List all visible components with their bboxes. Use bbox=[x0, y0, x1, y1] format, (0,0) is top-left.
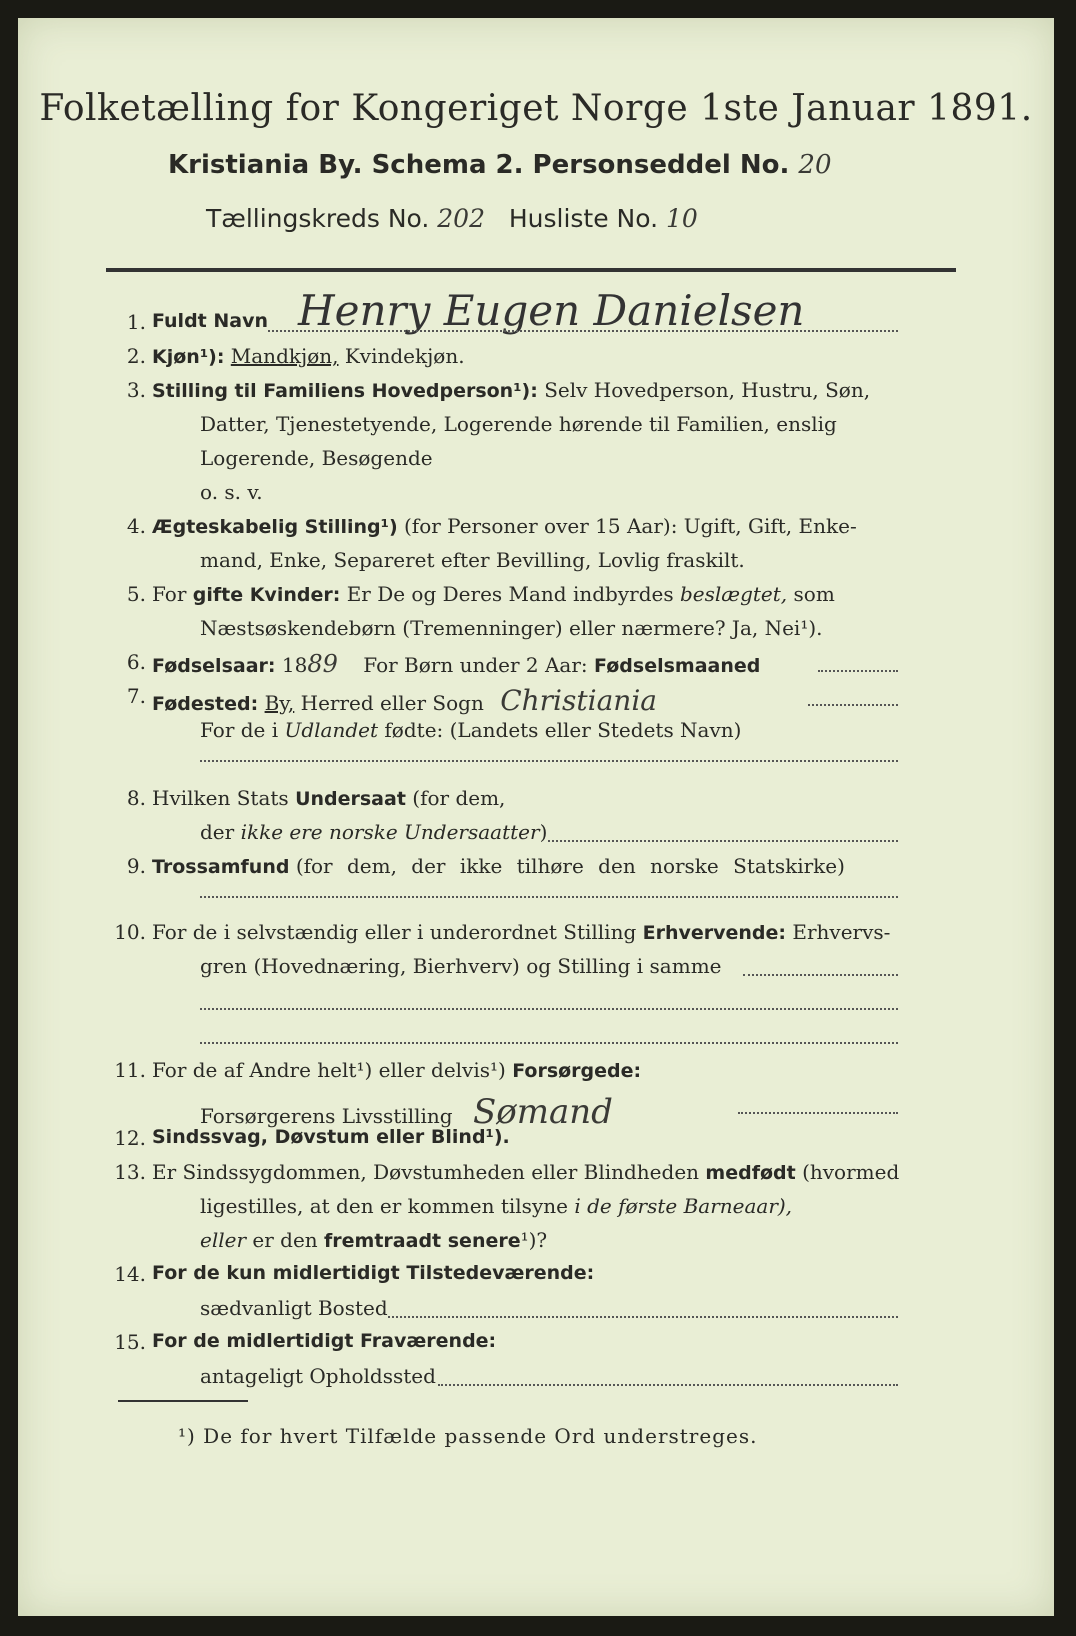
q6-century: 18 bbox=[281, 653, 308, 677]
q9-line bbox=[152, 854, 845, 878]
q15-number: 15. bbox=[114, 1330, 146, 1354]
q7-l2-prefix: For de i bbox=[200, 718, 279, 742]
q4-number: 4. bbox=[126, 514, 146, 538]
q7-label: Fødested: bbox=[152, 693, 259, 715]
q15-label: For de midlertidigt Fraværende: bbox=[152, 1330, 497, 1352]
q8-prefix: Hvilken Stats bbox=[152, 786, 289, 810]
q4-options-1: (for Personer over 15 Aar): Ugift, Gift, Enke- bbox=[404, 514, 857, 538]
q4-line-1 bbox=[152, 514, 857, 538]
q4-line-2: mand, Enke, Separeret efter Bevilling, Lovlig fraskilt. bbox=[200, 548, 745, 572]
q10-dotted-line-1 bbox=[743, 974, 898, 976]
q5-line-1 bbox=[152, 582, 835, 606]
q8-l2-italic: ikke ere norske Undersaatter bbox=[240, 820, 540, 844]
q10-dotted-line-2 bbox=[200, 1008, 898, 1010]
q2-number: 2. bbox=[126, 344, 146, 368]
q4-label: Ægteskabelig Stilling¹) bbox=[152, 516, 398, 538]
q6-number: 6. bbox=[126, 650, 146, 674]
q7-line-1 bbox=[152, 684, 657, 717]
q7-number: 7. bbox=[126, 684, 146, 708]
q9-label: Trossamfund bbox=[152, 856, 290, 878]
kreds-number: 202 bbox=[437, 204, 485, 233]
q6-line bbox=[152, 650, 760, 678]
q1-dotted-line bbox=[268, 330, 898, 332]
q6-children-text: For Børn under 2 Aar: bbox=[363, 653, 588, 677]
q11-line-1 bbox=[152, 1058, 641, 1082]
q13-prefix: Er Sindssygdommen, Døvstumheden eller Blindheden bbox=[152, 1160, 700, 1184]
q3-number: 3. bbox=[126, 378, 146, 402]
form-title: Folketælling for Kongeriget Norge 1ste Januar 1891. bbox=[39, 88, 1033, 129]
q1-number: 1. bbox=[126, 310, 146, 334]
q2-option-male: Mandkjøn, bbox=[230, 344, 339, 368]
q8-line-2: der ikke ere norske Undersaatter) bbox=[200, 820, 548, 844]
q7-options: Herred eller Sogn bbox=[300, 691, 484, 715]
footnote: ¹) De for hvert Tilfælde passende Ord understreges. bbox=[178, 1424, 758, 1448]
q14-number: 14. bbox=[114, 1262, 146, 1286]
q13-l2-text: ligestilles, at den er kommen tilsyne bbox=[200, 1194, 568, 1218]
q10-line-1 bbox=[152, 920, 890, 944]
q8-dotted-line bbox=[548, 840, 898, 842]
q11-dotted-line bbox=[738, 1112, 898, 1114]
q5-prefix: For bbox=[152, 582, 187, 606]
q13-line-3 bbox=[200, 1228, 547, 1252]
q13-l3-bold: fremtraadt senere bbox=[324, 1230, 521, 1252]
q13-l2-italic: i de første Barneaar), bbox=[574, 1194, 793, 1218]
q1-label: Fuldt Navn bbox=[152, 310, 269, 332]
husliste-label: Husliste No. bbox=[508, 204, 659, 233]
q7-line-2 bbox=[200, 718, 741, 742]
q10-dotted-line-3 bbox=[200, 1042, 898, 1044]
q13-label: medfødt bbox=[705, 1162, 796, 1184]
q9-text: (for dem, der ikke tilhøre den norske Statskirke) bbox=[295, 854, 845, 878]
birth-year-handwritten: 89 bbox=[307, 650, 338, 678]
q13-l3-text: er den bbox=[252, 1228, 318, 1252]
q10-number: 10. bbox=[114, 920, 146, 944]
q8-suffix: (for dem, bbox=[412, 786, 506, 810]
q8-l2-prefix: der bbox=[200, 820, 235, 844]
birthplace-handwritten: Christiania bbox=[500, 684, 657, 717]
q6-label: Fødselsaar: bbox=[152, 655, 276, 677]
q7-dotted-line-2 bbox=[200, 760, 898, 762]
q3-line-1 bbox=[152, 378, 870, 402]
q3-line-2: Datter, Tjenestetyende, Logerende hørende til Familien, enslig bbox=[200, 412, 837, 436]
q10-prefix: For de i selvstændig eller i underordnet Stilling bbox=[152, 920, 637, 944]
q11-prefix: For de af Andre helt¹) eller delvis¹) bbox=[152, 1058, 506, 1082]
q3-line-4: o. s. v. bbox=[200, 480, 263, 504]
form-subtitle-2 bbox=[206, 204, 698, 233]
q13-line-1 bbox=[152, 1160, 899, 1184]
q11-l2-label: Forsørgerens Livsstilling bbox=[200, 1104, 453, 1128]
personseddel-number: 20 bbox=[798, 150, 832, 180]
subtitle-text: Kristiania By. Schema 2. Personseddel No. bbox=[168, 150, 790, 180]
q11-label: Forsørgede: bbox=[512, 1060, 642, 1082]
husliste-number: 10 bbox=[666, 204, 698, 233]
q5-suffix: som bbox=[793, 582, 835, 606]
q13-l3-suffix: ¹)? bbox=[520, 1228, 548, 1252]
q7-l2-suffix: fødte: (Landets eller Stedets Navn) bbox=[384, 718, 742, 742]
q5-question: Er De og Deres Mand indbyrdes bbox=[346, 582, 674, 606]
q6-dotted-line bbox=[818, 670, 898, 672]
occupation-handwritten: Sømand bbox=[472, 1092, 613, 1132]
q15-dotted-line bbox=[438, 1384, 898, 1386]
q12-label: Sindssvag, Døvstum eller Blind¹). bbox=[152, 1126, 510, 1148]
q14-dotted-line bbox=[388, 1316, 898, 1318]
q2-line bbox=[152, 344, 465, 368]
footnote-rule bbox=[118, 1400, 248, 1402]
q13-l3-italic: eller bbox=[200, 1228, 247, 1252]
q2-label: Kjøn¹): bbox=[152, 346, 225, 368]
q6-label-month: Fødselsmaaned bbox=[594, 655, 761, 677]
q3-line-3: Logerende, Besøgende bbox=[200, 446, 433, 470]
q5-line-2: Næstsøskendebørn (Tremenninger) eller nærmere? Ja, Nei¹). bbox=[200, 616, 823, 640]
q12-number: 12. bbox=[114, 1126, 146, 1150]
q7-dotted-line bbox=[808, 704, 898, 706]
q13-suffix: (hvormed bbox=[802, 1160, 900, 1184]
q5-number: 5. bbox=[126, 582, 146, 606]
full-name-handwritten: Henry Eugen Danielsen bbox=[298, 286, 805, 335]
q2-option-female: Kvindekjøn. bbox=[344, 344, 465, 368]
q8-line-1 bbox=[152, 786, 505, 810]
q3-options-1: Selv Hovedperson, Hustru, Søn, bbox=[544, 378, 871, 402]
q8-label: Undersaat bbox=[295, 788, 406, 810]
q7-l2-italic: Udlandet bbox=[284, 718, 379, 742]
q8-number: 8. bbox=[126, 786, 146, 810]
q10-label: Erhvervende: bbox=[642, 922, 787, 944]
q15-line-2: antageligt Opholdssted bbox=[200, 1364, 436, 1388]
q5-label: gifte Kvinder: bbox=[192, 584, 341, 606]
q14-label: For de kun midlertidigt Tilstedeværende: bbox=[152, 1262, 595, 1284]
form-subtitle bbox=[168, 150, 832, 180]
q13-line-2 bbox=[200, 1194, 792, 1218]
q10-suffix: Erhvervs- bbox=[792, 920, 891, 944]
census-form bbox=[18, 18, 1054, 1616]
kreds-label: Tællingskreds No. bbox=[206, 204, 430, 233]
header-rule bbox=[106, 268, 956, 272]
q11-number: 11. bbox=[114, 1058, 146, 1082]
q5-italic: beslægtet, bbox=[679, 582, 788, 606]
q9-dotted-line bbox=[200, 896, 898, 898]
q9-number: 9. bbox=[126, 854, 146, 878]
q10-line-2: gren (Hovednæring, Bierhverv) og Stilling i samme bbox=[200, 954, 722, 978]
q7-option-by: By, bbox=[264, 691, 295, 715]
q14-line-2: sædvanligt Bosted bbox=[200, 1296, 388, 1320]
q3-label: Stilling til Familiens Hovedperson¹): bbox=[152, 380, 538, 402]
q13-number: 13. bbox=[114, 1160, 146, 1184]
